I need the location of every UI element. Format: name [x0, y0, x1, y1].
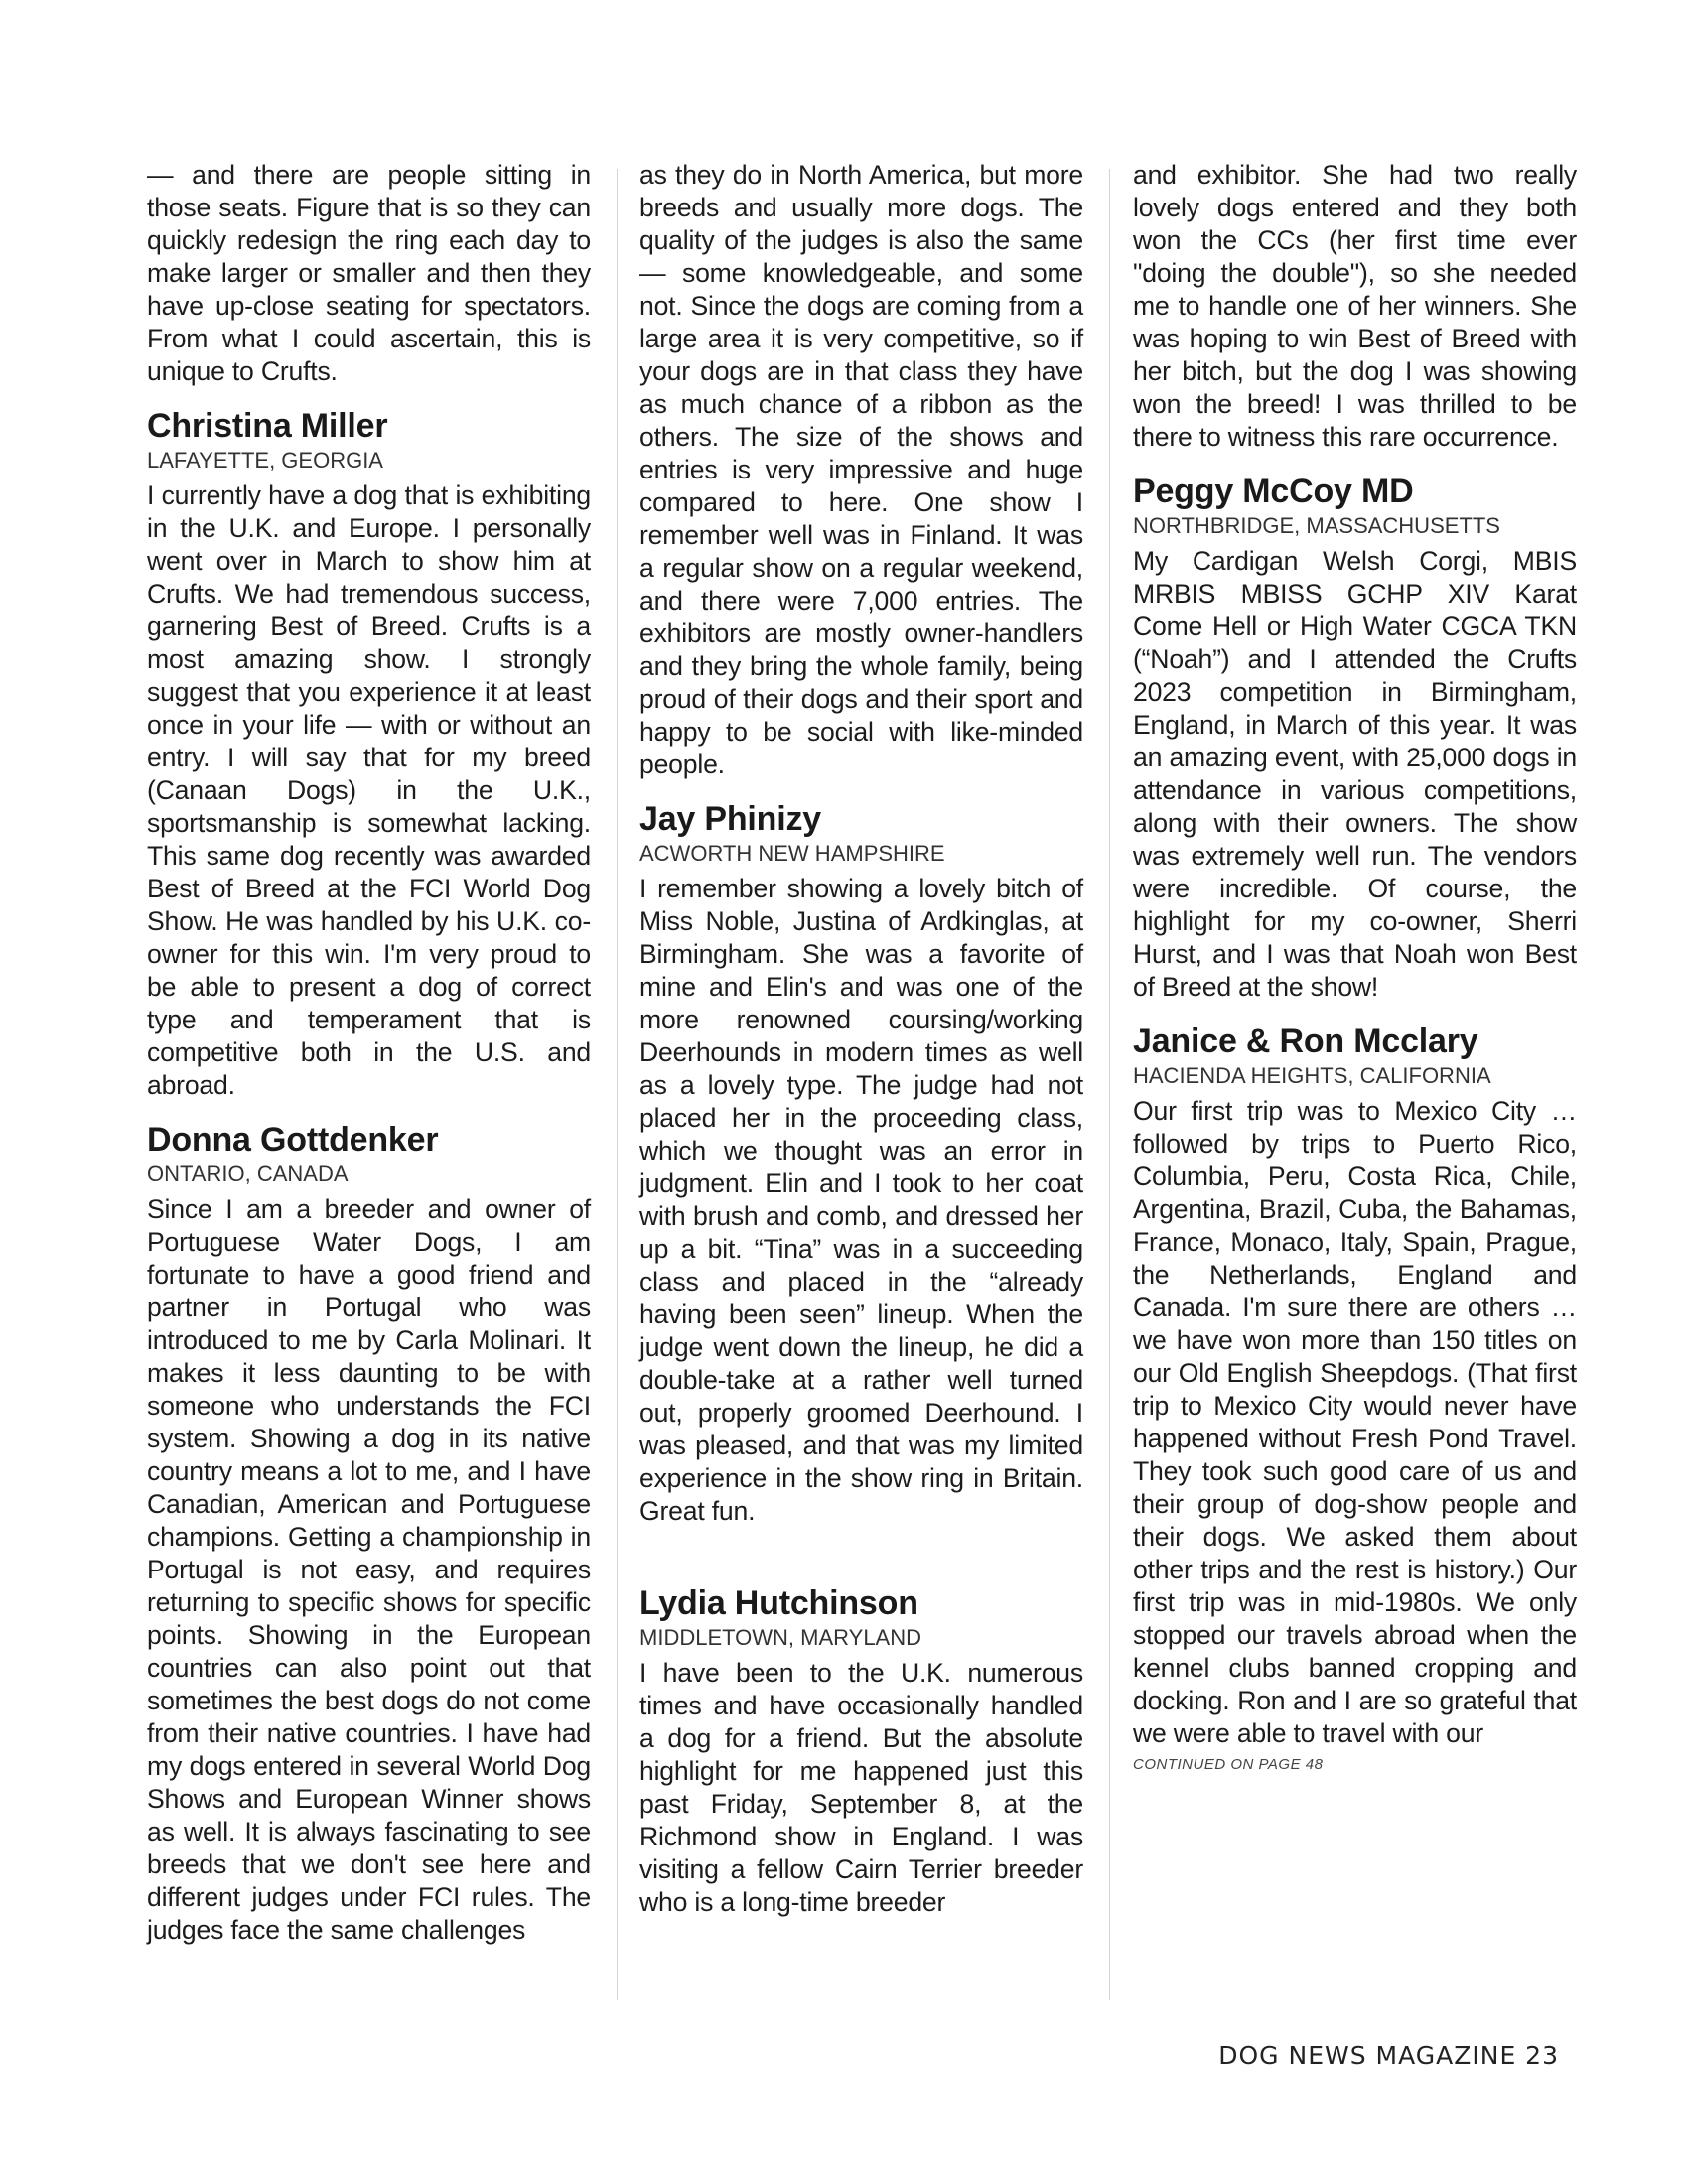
entry-jay-phinizy — [639, 799, 1083, 1528]
entry-donna-gottdenker — [147, 1120, 591, 1947]
author-location: NORTHBRIDGE, MASSACHUSETTS — [1133, 513, 1500, 538]
author-name: Lydia Hutchinson — [639, 1584, 918, 1622]
entry-christina-miller — [147, 406, 591, 1102]
entry-janice-ron-mcclary — [1133, 1022, 1577, 1750]
entry-text: I currently have a dog that is exhibiting in the U.K. and Europe. I personally went over in March to show him at Crufts. We had tremendous success, garnering Best of Breed. Crufts is a most amazing show. I strongly suggest that you experience it at least once in your life — with or without an entry. I will say that for my breed (Canaan Dogs) in the U.K., sportsmanship is somewhat lacking. This same dog recently was awarded Best of Breed at the FCI World Dog Show. He was handled by his U.K. co-owner for this win. I'm very proud to be able to present a dog of correct type and temperament that is competitive both in the U.S. and abroad. — [147, 480, 591, 1100]
author-name: Peggy McCoy MD — [1133, 473, 1414, 510]
entry-peggy-mccoy — [1133, 472, 1577, 1004]
author-location: MIDDLETOWN, MARYLAND — [639, 1625, 922, 1650]
author-location: HACIENDA HEIGHTS, CALIFORNIA — [1133, 1063, 1491, 1088]
continued-note: CONTINUED ON PAGE 48 — [1133, 1756, 1324, 1773]
entry-text: I remember showing a lovely bitch of Miss Noble, Justina of Ardkinglas, at Birmingham. She was a favorite of mine and Elin's and was one of the more renowned coursing/working Deerhounds in modern times as well as a lovely type. The judge had not placed her in the proceeding class, which we thought was an error in judgment. Elin and I took to her coat with brush and comb, and dressed her up a bit. “Tina” was in a succeeding class and placed in the “already having been seen” lineup. When the judge went down the lineup, he did a double-take at a rather well turned out, properly groomed Deerhound. I was pleased, and that was my limited experience in the show ring in Britain. Great fun. — [639, 874, 1083, 1526]
author-name: Jay Phinizy — [639, 800, 821, 838]
column-1-intro: — and there are people sitting in those seats. Figure that is so they can quickly redesign the ring each day to make larger or smaller and then they have up-close seating for spectators. From what I could ascertain, this is unique to Crufts. — [147, 160, 591, 386]
entry-text: My Cardigan Welsh Corgi, MBIS MRBIS MBISS GCHP XIV Karat Come Hell or High Water CGCA TKN (“Noah”) and I attended the Crufts 2023 competition in Birmingham, England, in March of this year. It was an amazing event, with 25,000 dogs in attendance in various competitions, along with their owners. The show was extremely well run. The vendors were incredible. Of course, the highlight for my co-owner, Sherri Hurst, and I was that Noah won Best of Breed at the show! — [1133, 546, 1577, 1002]
author-location: LAFAYETTE, GEORGIA — [147, 448, 383, 473]
entry-text: Our first trip was to Mexico City … followed by trips to Puerto Rico, Columbia, Peru, Costa Rica, Chile, Argentina, Brazil, Cuba, the Bahamas, France, Monaco, Italy, Spain, Prague, the Netherlands, England and Canada. I'm sure there are others … we have won more than 150 titles on our Old English Sheepdogs. (That first trip to Mexico City would never have happened without Fresh Pond Travel. They took such good care of us and their group of dog-show people and their dogs. We asked them about other trips and the rest is history.) Our first trip was in mid-1980s. We only stopped our travels abroad when the kennel clubs banned cropping and docking. Ron and I are so grateful that we were able to travel with our — [1133, 1096, 1577, 1748]
column-1 — [147, 159, 591, 1947]
page-footer: DOG NEWS MAGAZINE 23 — [1218, 2041, 1559, 2070]
column-3 — [1133, 159, 1577, 1773]
column-3-intro: and exhibitor. She had two really lovely dogs entered and they both won the CCs (her first time ever "doing the double"), so she needed me to handle one of her winners. She was hoping to win Best of Breed with her bitch, but the dog I was showing won the breed! I was thrilled to be there to witness this rare occurrence. — [1133, 160, 1577, 452]
column-divider — [617, 169, 618, 2000]
entry-lydia-hutchinson — [639, 1583, 1083, 1919]
author-location: ONTARIO, CANADA — [147, 1161, 349, 1186]
author-location: ACWORTH NEW HAMPSHIRE — [639, 841, 945, 866]
author-name: Janice & Ron Mcclary — [1133, 1023, 1478, 1060]
column-divider — [1109, 169, 1110, 2000]
author-name: Christina Miller — [147, 407, 388, 445]
column-2-intro: as they do in North America, but more breeds and usually more dogs. The quality of the judges is also the same — some knowledgeable, and some not. Since the dogs are coming from a large area it is very competitive, so if your dogs are in that class they have as much chance of a ribbon as the others. The size of the shows and entries is very impressive and huge compared to here. One show I remember well was in Finland. It was a regular show on a regular weekend, and there were 7,000 entries. The exhibitors are mostly owner-handlers and they bring the whole family, being proud of their dogs and their sport and happy to be social with like-minded people. — [639, 160, 1083, 779]
entry-text: I have been to the U.K. numerous times and have occasionally handled a dog for a friend. But the absolute highlight for me happened just this past Friday, September 8, at the Richmond show in England. I was visiting a fellow Cairn Terrier breeder who is a long-time breeder — [639, 1658, 1083, 1917]
column-2 — [639, 159, 1083, 1919]
entry-text: Since I am a breeder and owner of Portuguese Water Dogs, I am fortunate to have a good friend and partner in Portugal who was introduced to me by Carla Molinari. It makes it less daunting to be with someone who understands the FCI system. Showing a dog in its native country means a lot to me, and I have Canadian, American and Portuguese champions. Getting a championship in Portugal is not easy, and requires returning to specific shows for specific points. Showing in the European countries can also point out that sometimes the best dogs do not come from their native countries. I have had my dogs entered in several World Dog Shows and European Winner shows as well. It is always fascinating to see breeds that we don't see here and different judges under FCI rules. The judges face the same challenges — [147, 1194, 591, 1945]
author-name: Donna Gottdenker — [147, 1121, 439, 1159]
